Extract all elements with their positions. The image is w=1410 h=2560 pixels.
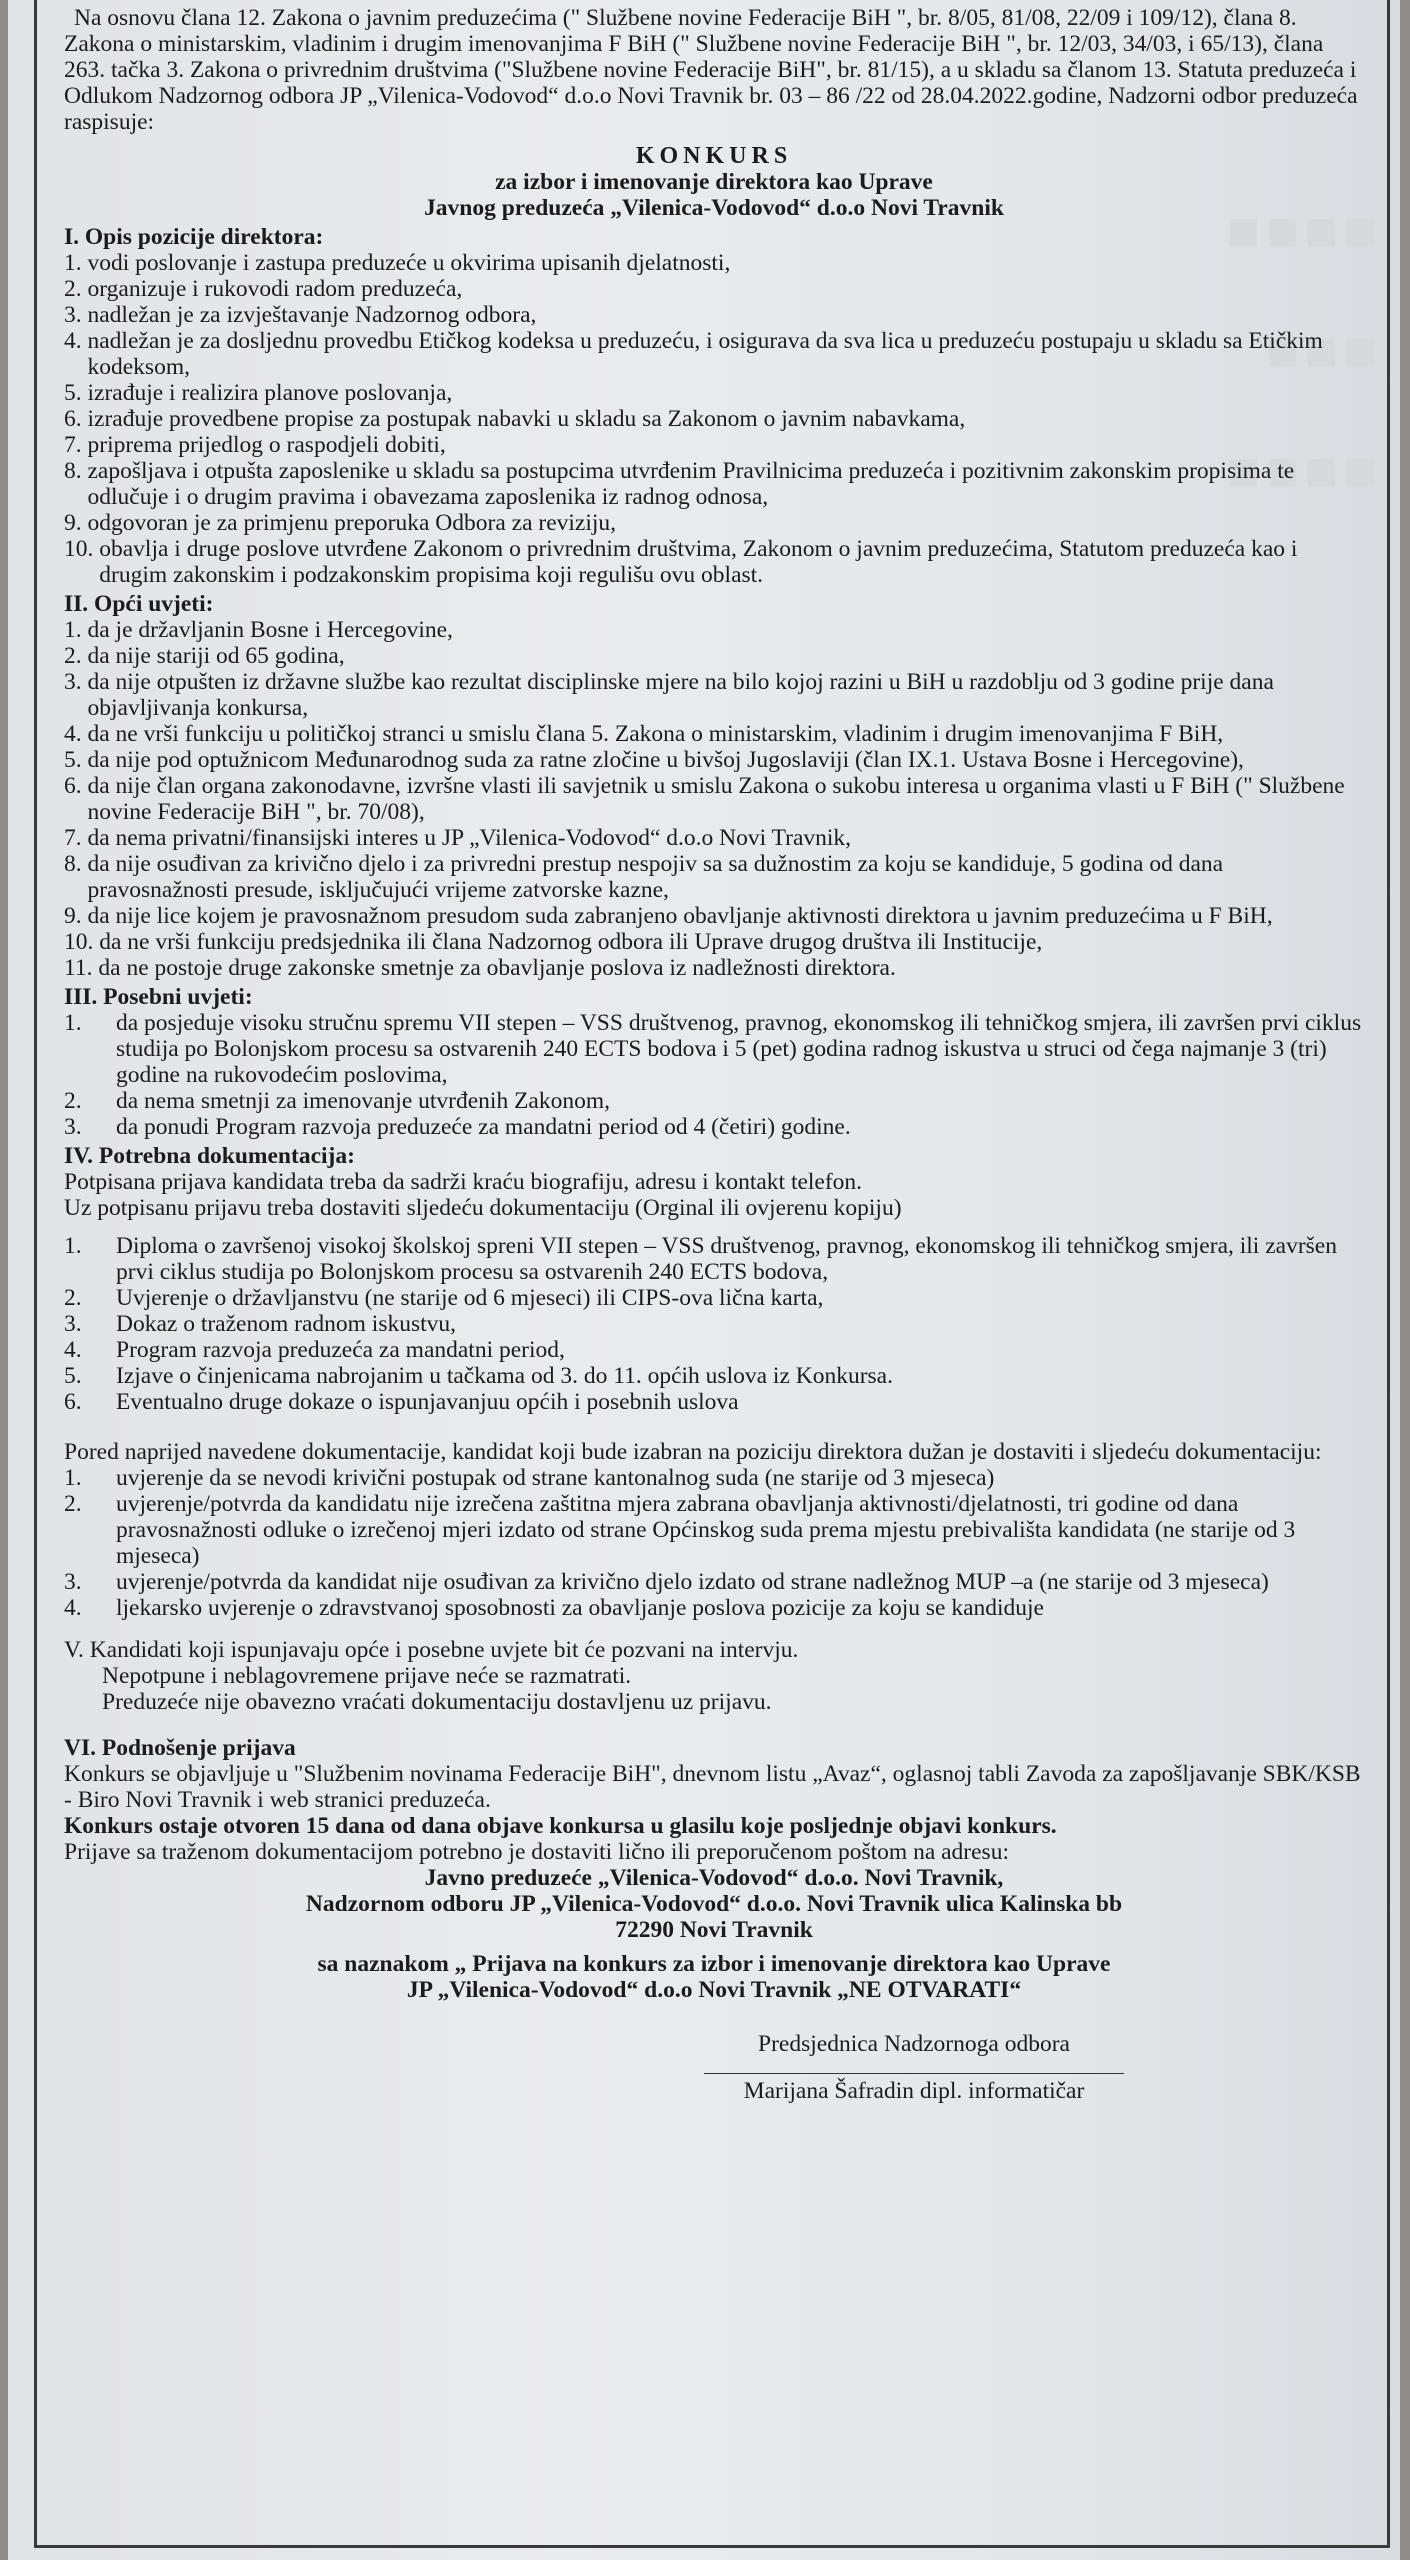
section-4-extra-intro: Pored naprijed navedene dokumentacije, kandidat koji bude izabran na poziciju direktora dužan je dostaviti i sljedeću dokumentaciju: [64, 1439, 1322, 1465]
item-text: organizuje i rukovodi radom preduzeća, [87, 276, 463, 302]
item-number: 6. [64, 773, 88, 799]
section-5-line-2: Nepotpune i neblagovremene prijave neće se razmatrati. [102, 1663, 632, 1689]
list-item [64, 1010, 1364, 1088]
item-text: nadležan je za dosljednu provedbu Etičkog kodeksa u preduzeću, i osigurava da sva lica u preduzeću postupaju u skladu sa Etičkim kodeksom, [87, 328, 1323, 380]
list-item [64, 328, 1364, 380]
list-item [64, 1114, 1364, 1140]
item-text: da nije lice kojem je pravosnažnom presudom suda zabranjeno obavljanje aktivnosti direktora u javnim preduzećima u F BiH, [87, 903, 1273, 929]
item-number: 3. [64, 1569, 82, 1595]
list-item [64, 773, 1364, 825]
list-item [64, 536, 1364, 588]
section-3-heading: III. Posebni uvjeti: [64, 984, 253, 1010]
item-number: 2. [64, 643, 88, 669]
item-number: 4. [64, 328, 88, 354]
item-text: uvjerenje da se nevodi krivični postupak od strane kantonalnog suda (ne starije od 3 mjeseca) [116, 1465, 995, 1491]
item-number: 11. [64, 955, 99, 981]
preamble: Na osnovu člana 12. Zakona o javnim preduzećima (" Službene novine Federacije BiH ", br. 8/05, 81/08, 22/09 i 109/12), člana 8. Zakona o ministarskim, vladinim i drugim imenovanjima F BiH (" Službene novine Federacije BiH ", br. 12/03, 34/03, i 65/13), člana 263. tačka 3. Zakona o privrednim društvima ("Službene novine Federacije BiH", br. 81/15), a u skladu sa članom 13. Statuta preduzeća i Odlukom Nadzornog odbora JP „Vilenica-Vodovod“ d.o.o Novi Travnik br. 03 – 86 /22 od 28.04.2022.godine, Nadzorni odbor preduzeća raspisuje: [64, 5, 1358, 135]
notice-subtitle-2: Javnog preduzeća „Vilenica-Vodovod“ d.o.o Novi Travnik [424, 195, 1004, 221]
list-item [64, 510, 1364, 536]
list-item [64, 380, 1364, 406]
list-item [64, 617, 1364, 643]
section-2-heading: II. Opći uvjeti: [64, 591, 214, 617]
list-item [64, 903, 1364, 929]
list-item [64, 929, 1364, 955]
item-number: 10. [64, 929, 100, 955]
list-item [64, 1233, 1364, 1285]
item-number: 4. [64, 1337, 82, 1363]
item-number: 2. [64, 1491, 82, 1517]
item-text: da nije stariji od 65 godina, [87, 643, 345, 669]
list-item [64, 1491, 1364, 1569]
item-text: uvjerenje/potvrda da kandidat nije osuđivan za krivično djelo izdato od strane nadležnog MUP –a (ne starije od 3 mjeseca) [116, 1569, 1269, 1595]
item-text: da nije član organa zakonodavne, izvršne vlasti ili savjetnik u smislu Zakona o sukobu interesa u organima vlasti u F BiH (" Službene novine Federacije BiH ", br. 70/08), [87, 773, 1345, 825]
list-item [64, 1569, 1364, 1595]
signature-role: Predsjednica Nadzornoga odbora [758, 2031, 1070, 2057]
item-text: da je državljanin Bosne i Hercegovine, [87, 617, 453, 643]
item-text: nadležan je za izvještavanje Nadzornog odbora, [87, 302, 537, 328]
item-number: 5. [64, 747, 88, 773]
section-5-line-3: Preduzeće nije obavezno vraćati dokumentaciju dostavljenu uz prijavu. [102, 1689, 772, 1715]
list-item [64, 1389, 1364, 1415]
item-number: 1. [64, 250, 88, 276]
list-item [64, 721, 1364, 747]
item-number: 9. [64, 903, 88, 929]
address-line-3: 72290 Novi Travnik [615, 1917, 813, 1943]
newspaper-page [8, 0, 1400, 2560]
item-number: 1. [64, 1465, 82, 1491]
section-6-heading: VI. Podnošenje prijava [64, 1735, 296, 1761]
item-number: 7. [64, 825, 88, 851]
item-text: Diploma o završenoj visokoj školskoj spreni VII stepen – VSS društvenog, pravnog, ekonomskog ili tehničkog smjera, ili završen prvi ciklus studija po Bolonjskom procesu sa ostvarenih 240 ECTS bodova, [116, 1233, 1337, 1285]
address-line-5: JP „Vilenica-Vodovod“ d.o.o Novi Travnik „NE OTVARATI“ [406, 1977, 1022, 2003]
item-text: da nije otpušten iz državne službe kao rezultat disciplinske mjere na bilo kojoj razini u BiH u razdoblju od 3 godine prije dana objavljivanja konkursa, [87, 669, 1274, 721]
list-item [64, 643, 1364, 669]
item-text: da nije osuđivan za krivično djelo i za privredni prestup nespojiv sa sa dužnostim za koju se kandiduje, 5 godina od dana pravosnažnosti presude, isključujući vrijeme zatvorske kazne, [87, 851, 1224, 903]
item-text: odgovoran je za primjenu preporuka Odbora za reviziju, [87, 510, 617, 536]
address-line-2: Nadzornom odboru JP „Vilenica-Vodovod“ d.o.o. Novi Travnik ulica Kalinska bb [305, 1891, 1123, 1917]
section-1-list [64, 250, 1364, 588]
item-number: 3. [64, 669, 88, 695]
section-4-extra-list [64, 1465, 1364, 1621]
item-text: da ne vrši funkciju predsjednika ili člana Nadzornog odbora ili Uprave drugog društva ili Institucije, [99, 929, 1043, 955]
item-text: da nema privatni/finansijski interes u JP „Vilenica-Vodovod“ d.o.o Novi Travnik, [87, 825, 852, 851]
item-number: 2. [64, 1088, 82, 1114]
list-item [64, 458, 1364, 510]
list-item [64, 1311, 1364, 1337]
list-item [64, 1337, 1364, 1363]
item-text: Dokaz o traženom radnom iskustvu, [116, 1311, 457, 1337]
section-6-paragraph-1: Konkurs se objavljuje u "Službenim novinama Federacije BiH", dnevnom listu „Avaz“, oglasnoj tabli Zavoda za zapošljavanje SBK/KSB - Biro Novi Travnik i web stranici preduzeća. [64, 1761, 1361, 1813]
item-text: Program razvoja preduzeća za mandatni period, [116, 1337, 565, 1363]
item-number: 1. [64, 1233, 82, 1259]
section-4-intro-1: Potpisana prijava kandidata treba da sadrži kraću biografiju, adresu i kontakt telefon. [64, 1169, 863, 1195]
signature-name: Marijana Šafradin dipl. informatičar [743, 2078, 1085, 2104]
section-2-list [64, 617, 1364, 981]
item-number: 3. [64, 1114, 82, 1140]
item-number: 5. [64, 1363, 82, 1389]
section-4-intro-2: Uz potpisanu prijavu treba dostaviti sljedeću dokumentaciju (Orginal ili ovjerenu kopiju) [64, 1195, 902, 1221]
list-item [64, 1285, 1364, 1311]
item-number: 10. [64, 536, 100, 562]
item-text: priprema prijedlog o raspodjeli dobiti, [87, 432, 446, 458]
item-number: 8. [64, 458, 88, 484]
item-text: vodi poslovanje i zastupa preduzeće u okvirima upisanih djelatnosti, [87, 250, 731, 276]
list-item [64, 432, 1364, 458]
section-5-line-1: V. Kandidati koji ispunjavaju opće i posebne uvjete bit će pozvani na intervju. [64, 1637, 799, 1663]
section-4-list [64, 1233, 1364, 1415]
list-item [64, 825, 1364, 851]
item-number: 8. [64, 851, 88, 877]
item-number: 1. [64, 617, 88, 643]
item-number: 4. [64, 1595, 82, 1621]
list-item [64, 276, 1364, 302]
signature-line [704, 2065, 1124, 2074]
item-number: 2. [64, 1285, 82, 1311]
bleed-through-text: ▪▪▪▪ ▪▪▪ ▪▪▪▪ [1224, 168, 1380, 531]
item-text: izrađuje i realizira planove poslovanja, [87, 380, 453, 406]
item-number: 2. [64, 276, 88, 302]
address-line-4: sa naznakom „ Prijava na konkurs za izbor i imenovanje direktora kao Uprave [317, 1951, 1111, 1977]
address-line-1: Javno preduzeće „Vilenica-Vodovod“ d.o.o. Novi Travnik, [424, 1865, 1004, 1891]
item-text: da ne postoje druge zakonske smetnje za obavljanje poslova iz nadležnosti direktora. [98, 955, 896, 981]
section-4-heading: IV. Potrebna dokumentacija: [64, 1143, 355, 1169]
list-item [64, 1088, 1364, 1114]
item-text: da ponudi Program razvoja preduzeće za mandatni period od 4 (četiri) godine. [116, 1114, 851, 1140]
list-item [64, 1363, 1364, 1389]
list-item [64, 302, 1364, 328]
item-number: 7. [64, 432, 88, 458]
list-item [64, 851, 1364, 903]
item-number: 4. [64, 721, 88, 747]
item-number: 6. [64, 1389, 82, 1415]
list-item [64, 1465, 1364, 1491]
item-text: Izjave o činjenicama nabrojanim u tačkama od 3. do 11. općih uslova iz Konkursa. [116, 1363, 893, 1389]
item-number: 5. [64, 380, 88, 406]
item-text: da nema smetnji za imenovanje utvrđenih Zakonom, [116, 1088, 611, 1114]
item-text: izrađuje provedbene propise za postupak nabavki u skladu sa Zakonom o javnim nabavkama, [87, 406, 966, 432]
item-text: obavlja i druge poslove utvrđene Zakonom o privrednim društvima, Zakonom o javnim preduzećima, Statutom preduzeća kao i drugim zakonskim i podzakonskim propisima koji regulišu ovu oblast. [99, 536, 1298, 588]
notice-subtitle-1: za izbor i imenovanje direktora kao Uprave [495, 169, 933, 195]
item-number: 3. [64, 302, 88, 328]
item-text: ljekarsko uvjerenje o zdravstvanoj sposobnosti za obavljanje poslova pozicije za koju se kandiduje [116, 1595, 1044, 1621]
list-item [64, 250, 1364, 276]
item-text: da posjeduje visoku stručnu spremu VII stepen – VSS društvenog, pravnog, ekonomskog ili tehničkog smjera, ili završen prvi ciklus studija po Bolonjskom procesu sa ostvarenih 240 ECTS bodova i 5 (pet) godina radnog iskustva u struci od čega najmanje 3 (tri) godine na rukovodećim poslovima, [116, 1010, 1362, 1088]
list-item [64, 1595, 1364, 1621]
list-item [64, 406, 1364, 432]
section-3-list [64, 1010, 1364, 1140]
section-6-paragraph-3: Prijave sa traženom dokumentacijom potrebno je dostaviti lično ili preporučenom poštom na adresu: [64, 1839, 1009, 1865]
item-text: Eventualno druge dokaze o ispunjavanjuu općih i posebnih uslova [116, 1389, 739, 1415]
item-number: 6. [64, 406, 88, 432]
item-number: 9. [64, 510, 88, 536]
list-item [64, 669, 1364, 721]
section-1-heading: I. Opis pozicije direktora: [64, 224, 324, 250]
item-text: da nije pod optužnicom Međunarodnog suda za ratne zločine u bivšoj Jugoslaviji (član IX.1. Ustava Bosne i Hercegovine), [87, 747, 1244, 773]
item-number: 1. [64, 1010, 82, 1036]
list-item [64, 747, 1364, 773]
item-text: da ne vrši funkciju u političkoj stranci u smislu člana 5. Zakona o ministarskim, vladinim i drugim imenovanjima F BiH, [87, 721, 1224, 747]
item-text: uvjerenje/potvrda da kandidatu nije izrečena zaštitna mjera zabrana obavljanja aktivnosti/djelatnosti, tri godine od dana pravosnažnosti odluke o izrečenoj mjeri izdato od strane Općinskog suda prema mjestu prebivališta kandidata (ne starije od 3 mjeseca) [116, 1491, 1296, 1569]
notice-body [64, 5, 1364, 2104]
notice-title: KONKURS [635, 143, 793, 169]
item-number: 3. [64, 1311, 82, 1337]
section-6-paragraph-2: Konkurs ostaje otvoren 15 dana od dana objave konkursa u glasilu koje posljednje objavi konkurs. [64, 1813, 1057, 1839]
item-text: zapošljava i otpušta zaposlenike u skladu sa postupcima utvrđenim Pravilnicima preduzeća i pozitivnim zakonskim propisima te odlučuje i o drugim pravima i obavezama zaposlenika iz radnog odnosa, [87, 458, 1295, 510]
item-text: Uvjerenje o državljanstvu (ne starije od 6 mjeseci) ili CIPS-ova lična karta, [116, 1285, 824, 1311]
list-item [64, 955, 1364, 981]
